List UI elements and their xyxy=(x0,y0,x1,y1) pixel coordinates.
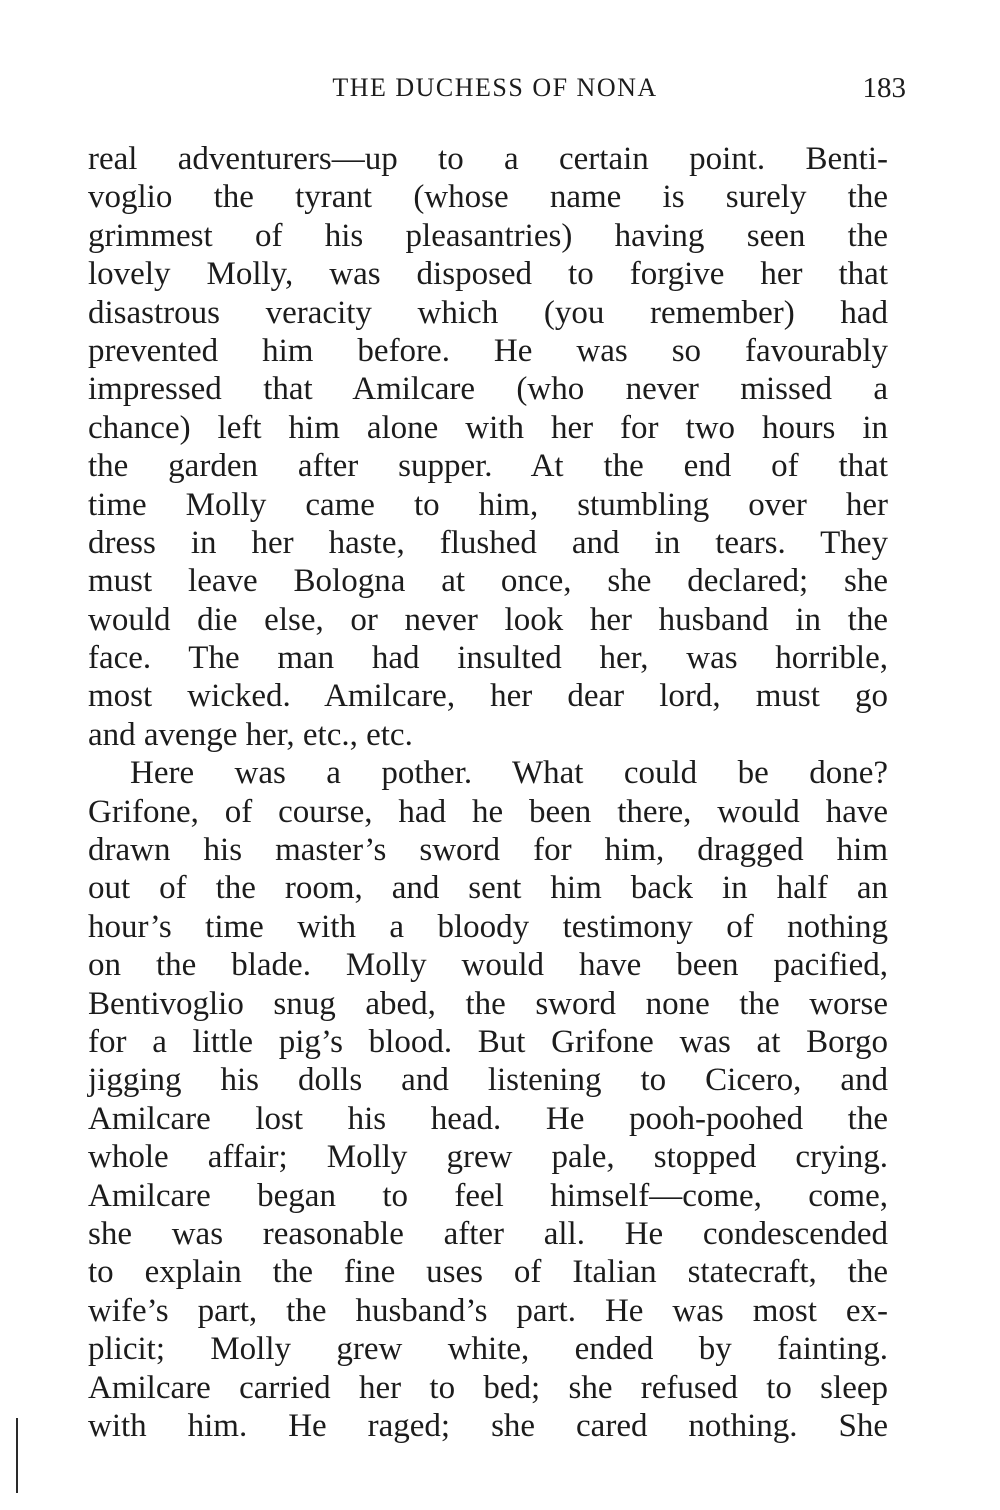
text-line: out of the room, and sent him back in half an xyxy=(88,870,888,907)
text-line: Amilcare carried her to bed; she refused to sleep xyxy=(88,1369,888,1406)
text-line: most wicked. Amilcare, her dear lord, must go xyxy=(88,678,888,715)
text-line: Amilcare lost his head. He pooh-poohed the xyxy=(88,1100,888,1137)
text-line: Amilcare began to feel himself—come, come, xyxy=(88,1177,888,1214)
text-line: must leave Bologna at once, she declared; she xyxy=(88,563,888,600)
text-line: on the blade. Molly would have been pacified, xyxy=(88,947,888,984)
text-line: wife’s part, the husband’s part. He was most ex- xyxy=(88,1292,888,1329)
text-line: would die else, or never look her husband in the xyxy=(88,601,888,638)
text-line: for a little pig’s blood. But Grifone was at Borgo xyxy=(88,1023,888,1060)
text-line: she was reasonable after all. He condescended xyxy=(88,1215,888,1252)
page-header xyxy=(88,70,906,110)
text-line: Bentivoglio snug abed, the sword none the worse xyxy=(88,985,888,1022)
text-line: plicit; Molly grew white, ended by fainting. xyxy=(88,1331,888,1368)
text-line: lovely Molly, was disposed to forgive her that xyxy=(88,256,888,293)
text-line: voglio the tyrant (whose name is surely the xyxy=(88,179,888,216)
text-line: hour’s time with a bloody testimony of nothing xyxy=(88,908,888,945)
text-line: prevented him before. He was so favourably xyxy=(88,332,888,369)
text-line: drawn his master’s sword for him, dragged him xyxy=(88,832,888,869)
text-line: impressed that Amilcare (who never missed a xyxy=(88,371,888,408)
text-line: dress in her haste, flushed and in tears. They xyxy=(88,524,888,561)
margin-rule xyxy=(16,1418,18,1493)
text-line: face. The man had insulted her, was horrible, xyxy=(88,640,888,677)
text-line: chance) left him alone with her for two hours in xyxy=(88,409,888,446)
text-line: Here was a pother. What could be done? xyxy=(130,755,888,792)
text-line: whole affair; Molly grew pale, stopped crying. xyxy=(88,1139,888,1176)
text-line: and avenge her, etc., etc. xyxy=(88,716,413,753)
text-line: the garden after supper. At the end of that xyxy=(88,448,888,485)
text-line: disastrous veracity which (you remember) had xyxy=(88,294,888,331)
text-line: to explain the fine uses of Italian statecraft, the xyxy=(88,1254,888,1291)
text-line: Grifone, of course, had he been there, would have xyxy=(88,793,888,830)
body-text xyxy=(88,140,888,1445)
running-head: THE DUCHESS OF NONA xyxy=(332,73,658,102)
text-line: real adventurers—up to a certain point. Benti- xyxy=(88,141,888,177)
text-line: grimmest of his pleasantries) having seen the xyxy=(88,217,888,254)
text-line: time Molly came to him, stumbling over her xyxy=(88,486,888,523)
text-line: with him. He raged; she cared nothing. She xyxy=(88,1407,888,1444)
text-line: jigging his dolls and listening to Cicero, and xyxy=(88,1062,888,1099)
page-number: 183 xyxy=(862,72,906,104)
